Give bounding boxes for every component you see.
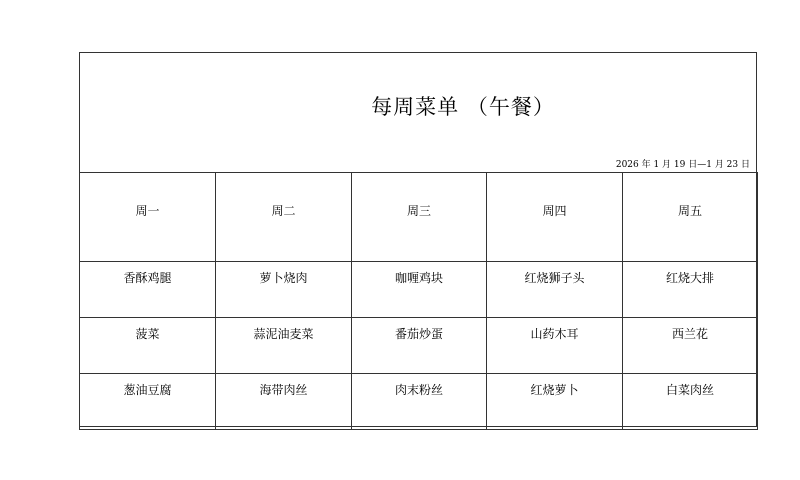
dish-cell — [487, 318, 623, 374]
weekday-cell — [487, 173, 623, 262]
table-row — [80, 374, 758, 430]
table-row — [80, 262, 758, 318]
page-title: 每周菜单 （午餐） — [371, 95, 555, 119]
dish-name: 白菜肉丝 — [665, 383, 714, 397]
table-row — [80, 318, 758, 374]
weekday-cell — [216, 173, 352, 262]
dish-cell — [216, 318, 352, 374]
dish-cell — [216, 262, 352, 318]
dish-name: 番茄炒蛋 — [394, 327, 443, 341]
dish-cell — [216, 374, 352, 430]
dish-name: 咖喱鸡块 — [394, 271, 443, 285]
weekday-label: 周一 — [135, 203, 160, 218]
date-range: 2026 年 1 月 19 日—1 月 23 日 — [615, 160, 750, 170]
dish-name: 菠菜 — [135, 327, 160, 341]
menu-header — [80, 53, 756, 172]
dish-cell — [80, 318, 216, 374]
menu-sheet — [79, 52, 757, 427]
dish-name: 肉末粉丝 — [394, 383, 443, 397]
dish-cell — [352, 318, 487, 374]
dish-cell — [352, 262, 487, 318]
dish-name: 西兰花 — [671, 327, 708, 341]
weekday-label: 周三 — [406, 203, 431, 218]
dish-cell — [487, 374, 623, 430]
weekday-header-row — [80, 173, 758, 262]
weekday-cell — [80, 173, 216, 262]
weekday-label: 周五 — [677, 203, 702, 218]
dish-cell — [487, 262, 623, 318]
weekday-cell — [352, 173, 487, 262]
dish-name: 蒜泥油麦菜 — [253, 327, 314, 341]
dish-name: 萝卜烧肉 — [259, 271, 308, 285]
weekday-cell — [623, 173, 758, 262]
dish-cell — [80, 262, 216, 318]
weekday-label: 周二 — [271, 203, 296, 218]
dish-cell — [623, 262, 758, 318]
dish-cell — [80, 374, 216, 430]
dish-cell — [352, 374, 487, 430]
dish-cell — [623, 374, 758, 430]
weekday-label: 周四 — [542, 203, 567, 218]
dish-name: 红烧狮子头 — [524, 271, 585, 285]
dish-cell — [623, 318, 758, 374]
menu-table — [79, 172, 758, 430]
dish-name: 红烧萝卜 — [530, 383, 579, 397]
dish-name: 葱油豆腐 — [123, 383, 172, 397]
dish-name: 红烧大排 — [665, 271, 714, 285]
dish-name: 香酥鸡腿 — [123, 271, 172, 285]
dish-name: 海带肉丝 — [259, 383, 308, 397]
dish-name: 山药木耳 — [530, 327, 579, 341]
